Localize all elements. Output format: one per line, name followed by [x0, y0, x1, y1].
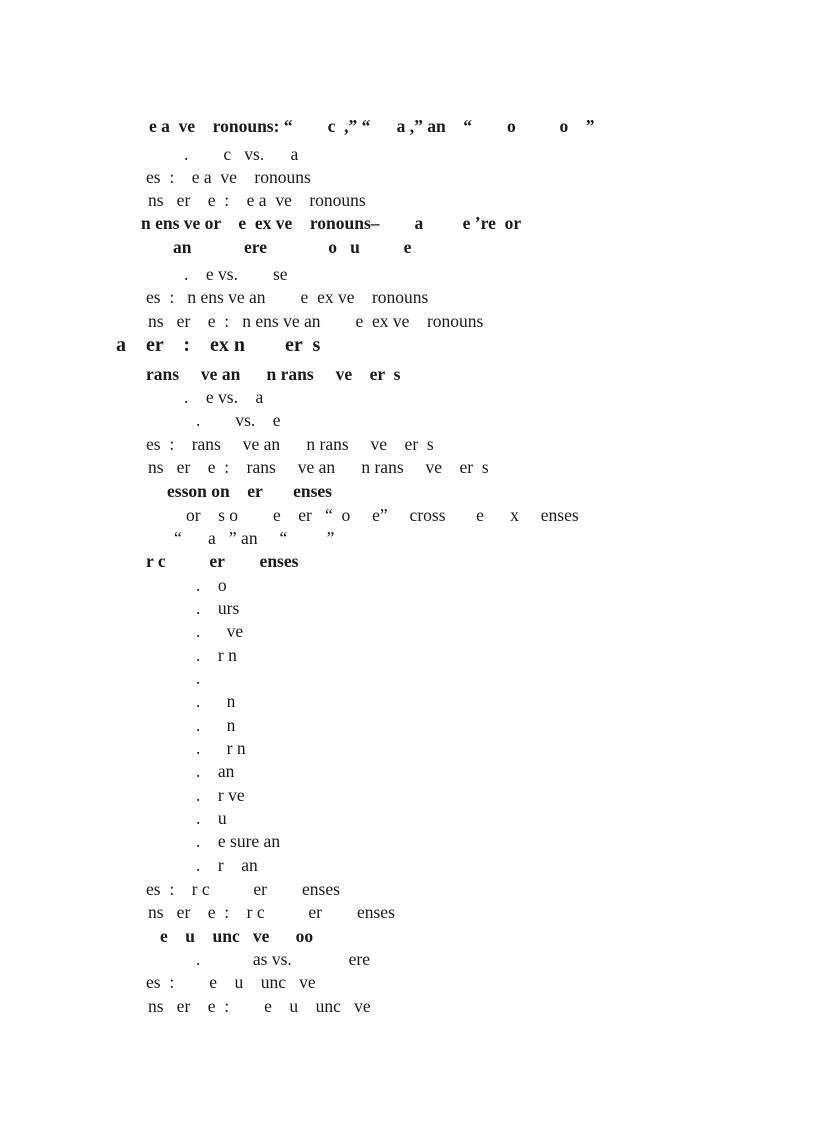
sub-item: . vs. e [196, 410, 281, 430]
list-item: . [196, 668, 201, 688]
heading-practice-verb-tenses: r c er enses [146, 551, 299, 571]
notes-line: es : r c er enses [146, 879, 340, 899]
list-item: . r n [196, 645, 237, 665]
sub-item: . c vs. a [184, 144, 299, 164]
heading-transitive-intransitive: rans ve an n rans ve er s [146, 364, 401, 384]
sub-item: . e vs. se [184, 264, 288, 284]
list-item: . n [196, 691, 236, 711]
sub-item: . as vs. ere [196, 949, 371, 969]
answer-key-line: ns er e : e u unc ve [148, 996, 371, 1016]
heading-subjunctive-mood: e u unc ve oo [160, 926, 314, 946]
lesson-description: or s o e er “ o e” cross e x enses [186, 505, 579, 525]
list-item: . n [196, 715, 236, 735]
notes-line: es : e u unc ve [146, 972, 316, 992]
notes-line: es : n ens ve an e ex ve ronouns [146, 287, 429, 307]
list-item: . r ve [196, 785, 245, 805]
list-item: . r an [196, 855, 258, 875]
answer-key-line: ns er e : rans ve an n rans ve er s [148, 457, 489, 477]
notes-line: es : e a ve ronouns [146, 167, 311, 187]
list-item: . ve [196, 621, 244, 641]
list-item: . o [196, 575, 227, 595]
list-item: . r n [196, 738, 246, 758]
answer-key-line: ns er e : e a ve ronouns [148, 190, 366, 210]
answer-key-line: ns er e : n ens ve an e ex ve ronouns [148, 311, 484, 331]
list-item: . urs [196, 598, 240, 618]
heading-continuation: an ere o u e [173, 237, 412, 257]
chapter-heading: a er : ex n er s [116, 334, 321, 356]
notes-line: es : rans ve an n rans ve er s [146, 434, 434, 454]
list-item: . an [196, 761, 235, 781]
list-item: . e sure an [196, 831, 281, 851]
list-item: . u [196, 808, 227, 828]
answer-key-line: ns er e : r c er enses [148, 902, 395, 922]
lesson-description-continued: “ a ” an “ ” [174, 528, 335, 548]
heading-lesson-verb-tenses: esson on er enses [167, 481, 332, 501]
sub-item: . e vs. a [184, 387, 264, 407]
heading-intensive-reflexive: n ens ve or e ex ve ronouns– a e ’re or [141, 213, 522, 233]
heading-relative-pronouns: e a ve ronouns: “ c ,” “ a ,” an “ o o ” [149, 116, 595, 136]
